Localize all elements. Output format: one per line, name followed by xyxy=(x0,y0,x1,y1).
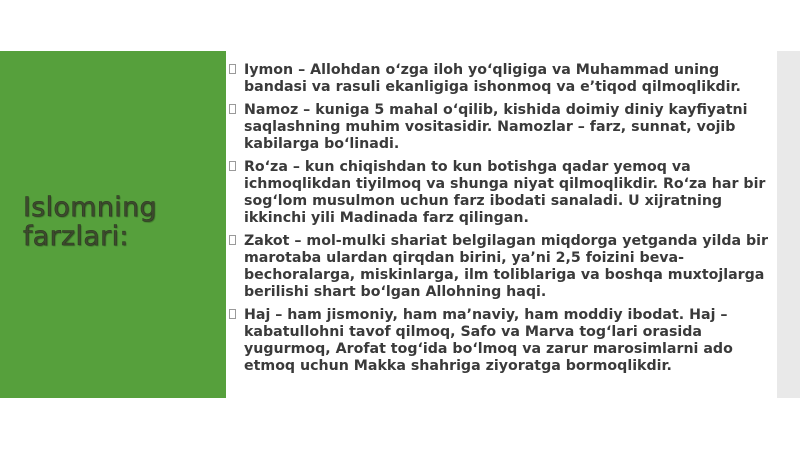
list-item-haj xyxy=(228,307,776,375)
list-item-text: Ro‘za – kun chiqishdan to kun botishga qadar yemoq va ichmoqlikdan tiyilmoq va shunga niyat qilmoqlikdir. Ro‘za har bir sog‘lom musulmon uchun farz ibodati sanaladi. U xijratning ikkinchi yili Madinada farz qilingan. xyxy=(244,159,766,226)
list-item-roza xyxy=(228,159,776,227)
list-item-zakot xyxy=(228,233,776,301)
slide-title: Islomning farzlari: xyxy=(23,192,157,252)
bullet-icon xyxy=(229,235,236,245)
list-item-text: Zakot – mol-mulki shariat belgilagan miqdorga yetganda yilda bir marotaba ulardan qirqdan birini, ya’ni 2,5 foizini beva-bechoralarga, miskinlarga, ilm toliblariga va boshqa muxtojlarga berilishi shart bo‘lgan Allohning haqi. xyxy=(244,233,769,300)
list-item-text: Namoz – kuniga 5 mahal o‘qilib, kishida doimiy diniy kayfiyatni saqlashning muhim vositasidir. Namozlar – farz, sunnat, vojib kabilarga bo‘linadi. xyxy=(244,102,748,152)
bullet-list xyxy=(228,62,776,381)
side-strip xyxy=(777,51,800,398)
bullet-icon xyxy=(229,309,236,319)
bullet-icon xyxy=(229,161,236,171)
list-item-text: Iymon – Allohdan o‘zga iloh yo‘qligiga va Muhammad uning bandasi va rasuli ekanligiga ishonmoq va e’tiqod qilmoqlikdir. xyxy=(244,62,741,95)
list-item-namoz xyxy=(228,102,776,153)
list-item-iymon xyxy=(228,62,776,96)
bullet-icon xyxy=(229,104,236,114)
bullet-icon xyxy=(229,64,236,74)
list-item-text: Haj – ham jismoniy, ham ma’naviy, ham moddiy ibodat. Haj – kabatullohni tavof qilmoq, Safo va Marva tog‘lari orasida yugurmoq, Arofat tog‘ida bo‘lmoq va zarur marosimlarni ado etmoq uchun Makka shahriga ziyoratga bormoqlikdir. xyxy=(244,307,733,374)
